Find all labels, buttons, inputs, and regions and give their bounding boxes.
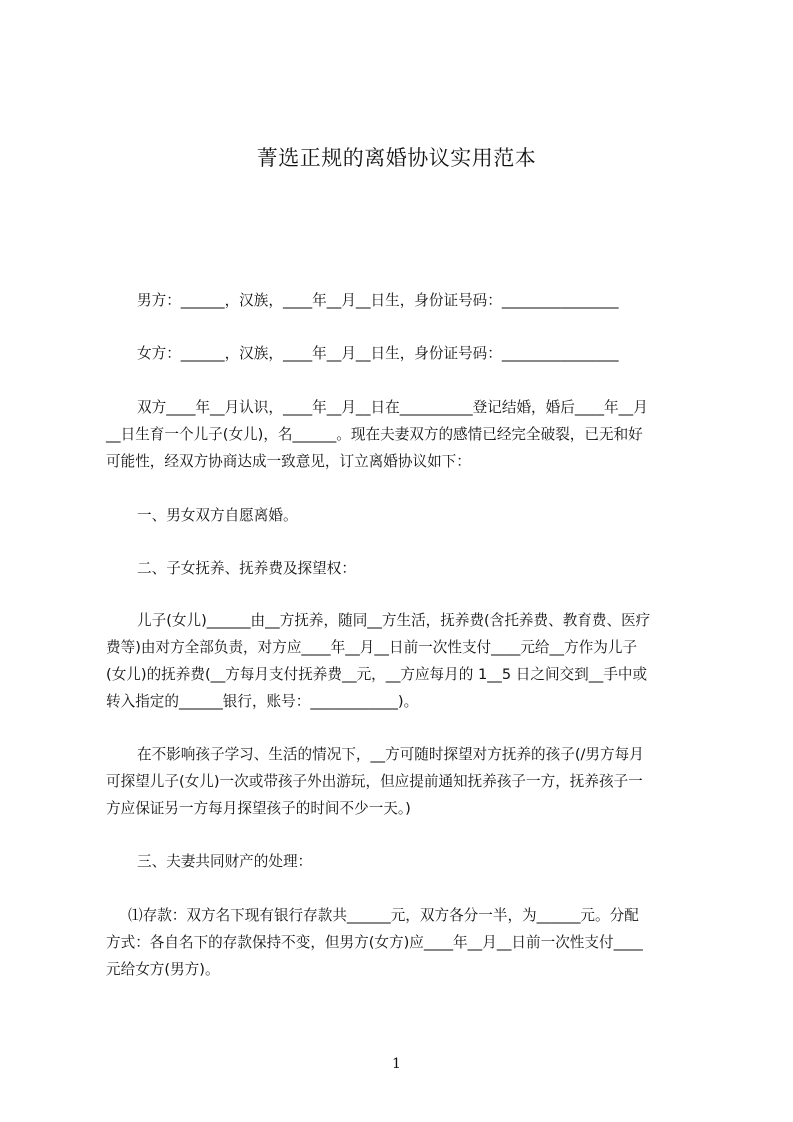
background-line-3: 可能性，经双方协商达成一致意见，订立离婚协议如下： bbox=[106, 453, 471, 470]
visitation-line-3: 方应保证另一方每月探望孩子的时间不少一天。) bbox=[106, 800, 411, 817]
custody-line-4: 转入指定的______银行，账号：____________)。 bbox=[106, 693, 419, 710]
custody-paragraph bbox=[106, 607, 698, 715]
visitation-line-2: 可探望儿子(女儿)一次或带孩子外出游玩，但应提前通知抚养孩子一方，抚养孩子一 bbox=[106, 773, 643, 790]
savings-paragraph bbox=[106, 902, 698, 983]
savings-line-1: ⑴存款：双方名下现有银行存款共______元，双方各分一半，为______元。分配 bbox=[128, 907, 639, 924]
savings-line-3: 元给女方(男方)。 bbox=[106, 961, 220, 978]
document-title: 菁选正规的离婚协议实用范本 bbox=[256, 146, 537, 170]
savings-line-2: 方式：各自名下的存款保持不变，但男方(女方)应____年__月__日前一次性支付____ bbox=[106, 934, 643, 951]
custody-line-3: (女儿)的抚养费(__方每月支付抚养费__元，__方应每月的 1__5 日之间交到__手中或 bbox=[106, 666, 648, 683]
clause-3-heading: 三、夫妻共同财产的处理： bbox=[137, 853, 313, 870]
custody-line-1: 儿子(女儿)______由__方抚养，随同__方生活，抚养费(含托养费、教育费、医疗 bbox=[137, 612, 651, 629]
clause-1-heading: 一、男女双方自愿离婚。 bbox=[137, 507, 298, 524]
visitation-paragraph bbox=[106, 741, 698, 822]
clause-2-heading: 二、子女抚养、抚养费及探望权： bbox=[137, 560, 356, 577]
page-number: 1 bbox=[392, 1056, 401, 1072]
background-paragraph bbox=[106, 394, 698, 475]
custody-line-2: 费等)由对方全部负责，对方应____年__月__日前一次性支付____元给__方作为儿子 bbox=[106, 639, 638, 656]
wife-info-paragraph: 女方：______，汉族，____年__月__日生，身份证号码：________________ bbox=[137, 345, 619, 362]
background-line-1: 双方____年__月认识，____年__月__日在__________登记结婚，婚后____年__月 bbox=[137, 399, 648, 416]
husband-info-paragraph: 男方：______，汉族，____年__月__日生，身份证号码：________________ bbox=[137, 292, 619, 309]
background-line-2: __日生育一个儿子(女儿)，名______。现在夫妻双方的感情已经完全破裂，已无和好 bbox=[106, 426, 643, 443]
visitation-line-1: 在不影响孩子学习、生活的情况下，__方可随时探望对方抚养的孩子(/男方每月 bbox=[137, 746, 644, 763]
